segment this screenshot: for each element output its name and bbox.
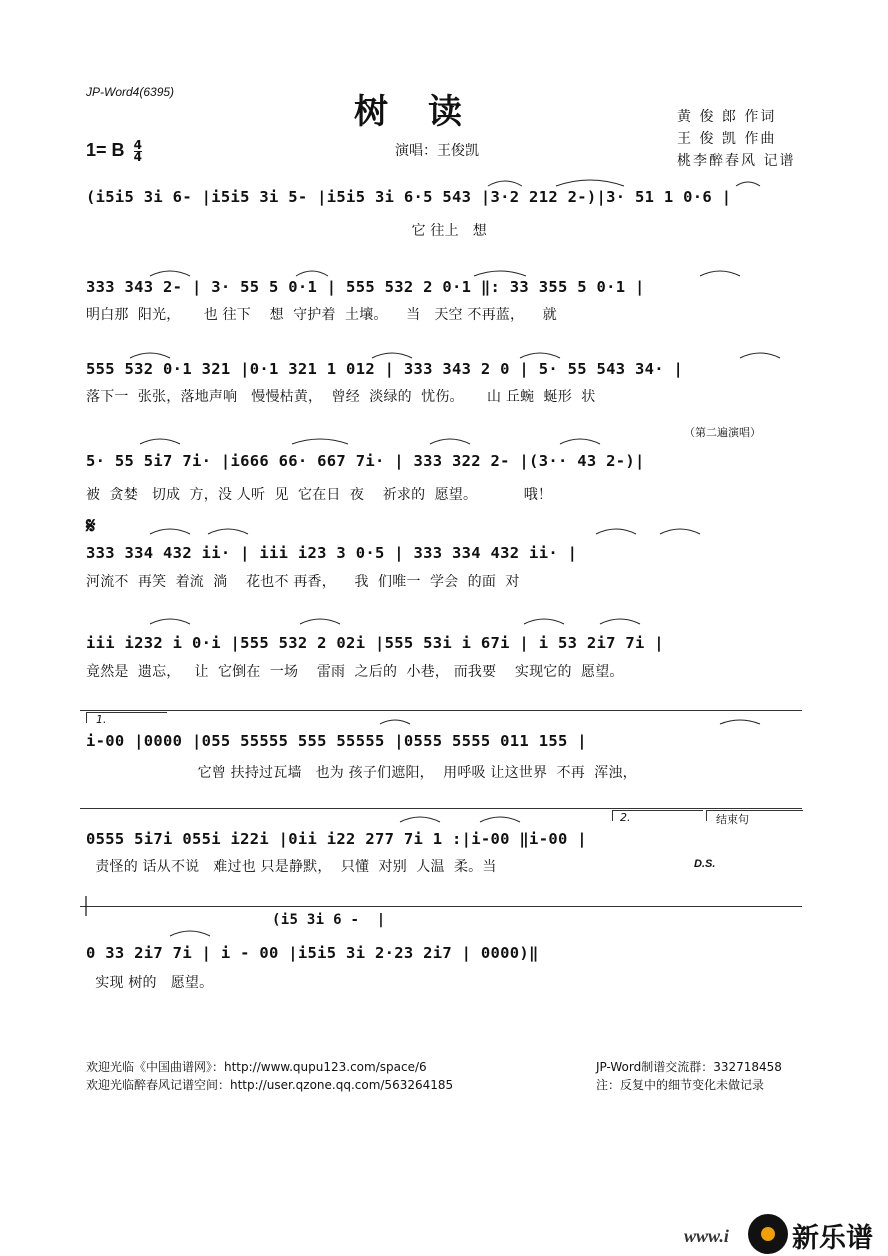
vinyl-record-icon (748, 1214, 788, 1254)
watermark-url: www.i (684, 1226, 729, 1246)
score-line-2-lyrics: 明白那 阳光， 也 往下 想 守护着 土壤。 当 天空 不再蓝， 就 (86, 307, 558, 323)
score-line-8-lyrics: 责怪的 话从不说 难过也 只是静默， 只懂 对别 人温 柔。当 (86, 859, 497, 875)
score-line-6-notes: iii i232 i 0·i |555 532 2 02i |555 53i i 67i | i 53 2i7 7i | (86, 634, 664, 652)
footer-right-line-1: JP-Word制谱交流群：332718458 (596, 1060, 782, 1074)
second-pass-note: （第二遍演唱） (684, 426, 761, 439)
key-signature: 1= B (86, 140, 125, 160)
score-line-4-notes: 5· 55 5i7 7i· |i666 66· 667 7i· | 333 322 2- |(3·· 43 2-)| (86, 452, 645, 470)
footer-left-line-2: 欢迎光临醉春风记谱空间：http://user.qzone.qq.com/563264185 (86, 1078, 454, 1092)
singer-credit: 演唱：王俊凯 (395, 143, 479, 159)
song-title: 树读 (354, 92, 502, 132)
lyricist-credit: 黄 俊 郎 作词 (677, 109, 777, 125)
score-line-3-notes: 555 532 0·1 321 |0·1 321 1 012 | 333 343 2 0 | 5· 55 543 34· | (86, 360, 684, 378)
score-line-7-lyrics: 它曾 扶持过瓦墙 也为 孩子们遮阳， 用呼吸 让这世界 不再 浑浊， (86, 765, 637, 781)
score-line-7-notes: i-00 |0000 |055 55555 555 55555 |0555 5555 011 155 | (86, 732, 587, 750)
score-line-8-notes: 0555 5i7i 055i i22i |0ii i22 277 7i 1 :|i-00 ‖i-00 | (86, 830, 587, 848)
volta-2-label: 2. (620, 811, 631, 824)
score-line-9-notes: 0 33 2i7 7i | i - 00 |i5i5 3i 2·23 2i7 | 0000)‖ (86, 944, 539, 962)
ending-label: 结束句 (716, 813, 749, 826)
score-line-3-lyrics: 落下一 张张，落地声响 慢慢枯黄， 曾经 淡绿的 忧伤。 山 丘蜿 蜒形 状 (86, 389, 596, 405)
segno-sign: 𝄋 (86, 514, 96, 539)
score-line-6-lyrics: 竟然是 遗忘， 让 它倒在 一场 雷雨 之后的 小巷， 而我要 实现它的 愿望。 (86, 664, 624, 680)
score-line-9-lyrics: 实现 树的 愿望。 (86, 975, 214, 991)
footer-right-line-2: 注：反复中的细节变化未做记录 (596, 1078, 765, 1092)
score-line-4-lyrics: 被 贪婪 切成 方，没 人听 见 它在日 夜 祈求的 愿望。 哦！ (86, 487, 553, 503)
volta-1-label: 1. (96, 713, 107, 726)
software-tag: JP-Word4(6395) (86, 85, 175, 99)
score-line-9-bracket: (i5 3i 6 - | (272, 912, 386, 928)
score-line-5-lyrics: 河流不 再笑 着流 淌 花也不 再香， 我 们唯一 学会 的面 对 (86, 574, 520, 590)
score-line-1-notes: (i5i5 3i 6- |i5i5 3i 5- |i5i5 3i 6·5 543 |3·2 212 2-)|3· 51 1 0·6 | (86, 188, 732, 206)
transcriber-credit: 桃李醉春风 记谱 (677, 153, 796, 169)
dal-segno-mark: D.S. (694, 858, 716, 870)
score-line-2-notes: 333 343 2- | 3· 55 5 0·1 | 555 532 2 0·1 ‖: 33 355 5 0·1 | (86, 278, 645, 296)
time-signature: $\frac{4}{4}$ (133, 138, 142, 164)
score-line-1-lyrics: 它 往上 想 (86, 223, 487, 239)
composer-credit: 王 俊 凯 作曲 (677, 131, 777, 147)
score-line-5-notes: 333 334 432 ii· | iii i23 3 0·5 | 333 334 432 ii· | (86, 544, 578, 562)
footer-left-line-1: 欢迎光临《中国曲谱网》：http://www.qupu123.com/space/6 (86, 1060, 427, 1074)
watermark-brand: 新乐谱 (792, 1223, 873, 1254)
